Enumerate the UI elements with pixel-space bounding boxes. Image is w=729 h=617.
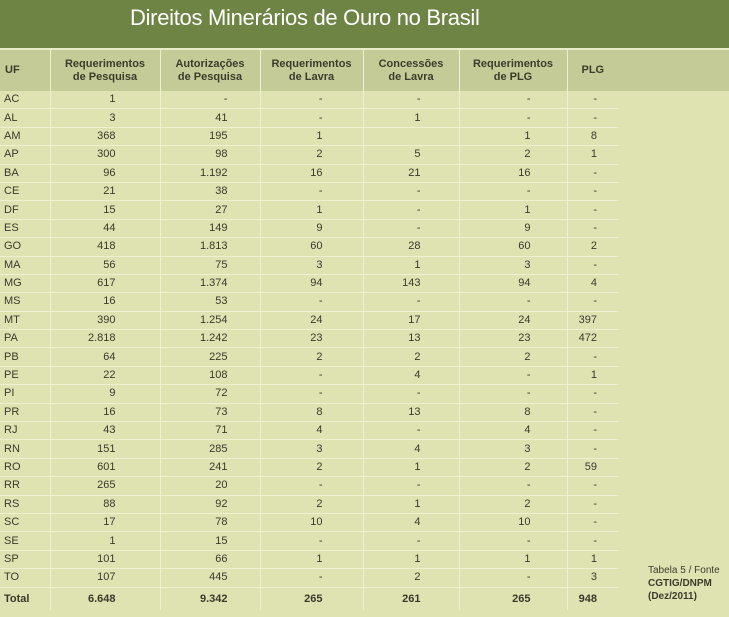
row-value: - [260, 293, 363, 311]
row-uf: SP [0, 550, 50, 568]
row-value: 15 [50, 201, 160, 219]
total-value: 9.342 [160, 587, 260, 610]
row-value: 21 [363, 164, 459, 182]
row-uf: GO [0, 238, 50, 256]
row-value: 617 [50, 274, 160, 292]
source-caption: Tabela 5 / Fonte [648, 565, 720, 576]
row-uf: PR [0, 403, 50, 421]
row-value: 4 [363, 513, 459, 531]
table-row [0, 201, 619, 219]
header-autorizacoes-pesquisa: Autorizações de Pesquisa [160, 50, 260, 91]
row-value: - [260, 182, 363, 200]
table-row [0, 550, 619, 568]
row-value: - [567, 348, 619, 366]
total-row [0, 587, 619, 610]
row-value: 16 [50, 403, 160, 421]
row-uf: AM [0, 127, 50, 145]
row-value: 22 [50, 366, 160, 384]
table-row [0, 127, 619, 145]
row-value: 4 [363, 440, 459, 458]
row-value: 3 [260, 440, 363, 458]
row-value: 2 [260, 348, 363, 366]
row-value: - [260, 477, 363, 495]
row-value: 397 [567, 311, 619, 329]
row-value: 1 [50, 532, 160, 550]
row-value: 72 [160, 385, 260, 403]
row-value: 1 [567, 366, 619, 384]
row-value: 4 [459, 422, 567, 440]
row-value: - [363, 532, 459, 550]
row-value: 9 [50, 385, 160, 403]
row-value: 241 [160, 458, 260, 476]
row-value: 1 [363, 256, 459, 274]
row-value: 17 [50, 513, 160, 531]
row-value: 53 [160, 293, 260, 311]
row-value: 1 [459, 201, 567, 219]
row-value: 13 [363, 330, 459, 348]
row-value: 9 [260, 219, 363, 237]
row-value: 24 [459, 311, 567, 329]
row-value: - [567, 91, 619, 109]
table-row [0, 311, 619, 329]
header-uf: UF [5, 64, 20, 76]
row-value: - [567, 532, 619, 550]
row-value: 15 [160, 532, 260, 550]
row-value [363, 127, 459, 145]
row-value: 75 [160, 256, 260, 274]
row-value: 1 [363, 458, 459, 476]
header-requerimentos-pesquisa: Requerimentos de Pesquisa [50, 50, 160, 91]
row-uf: AP [0, 146, 50, 164]
row-value: 2 [459, 348, 567, 366]
total-value: 265 [459, 587, 567, 610]
row-value: - [459, 182, 567, 200]
row-value: 59 [567, 458, 619, 476]
row-value: 96 [50, 164, 160, 182]
row-value: - [567, 109, 619, 127]
row-value: - [567, 495, 619, 513]
row-value: 3 [459, 256, 567, 274]
table-source-note [648, 564, 729, 603]
row-value: 1 [260, 201, 363, 219]
row-value: 38 [160, 182, 260, 200]
row-value: - [567, 219, 619, 237]
row-value: 44 [50, 219, 160, 237]
row-value: 285 [160, 440, 260, 458]
row-value: 66 [160, 550, 260, 568]
table-row [0, 569, 619, 587]
row-value: 71 [160, 422, 260, 440]
row-value: - [260, 532, 363, 550]
table-row [0, 440, 619, 458]
row-value: 78 [160, 513, 260, 531]
row-value: 92 [160, 495, 260, 513]
total-value: 6.648 [50, 587, 160, 610]
row-value: - [567, 477, 619, 495]
row-uf: RN [0, 440, 50, 458]
row-uf: MT [0, 311, 50, 329]
row-value: 43 [50, 422, 160, 440]
row-value: 1 [459, 550, 567, 568]
row-value: 2.818 [50, 330, 160, 348]
row-value: 101 [50, 550, 160, 568]
row-value: 2 [459, 146, 567, 164]
row-value: - [260, 569, 363, 587]
row-uf: MS [0, 293, 50, 311]
row-value: - [567, 513, 619, 531]
row-value: 20 [160, 477, 260, 495]
row-value: 1.242 [160, 330, 260, 348]
row-value: 56 [50, 256, 160, 274]
row-uf: RS [0, 495, 50, 513]
table-row [0, 91, 619, 109]
row-value: 1 [567, 146, 619, 164]
row-value: 2 [260, 146, 363, 164]
row-uf: CE [0, 182, 50, 200]
row-value: - [567, 403, 619, 421]
row-value: - [567, 385, 619, 403]
row-value: 1 [260, 127, 363, 145]
row-value: 1 [50, 91, 160, 109]
row-value: - [260, 109, 363, 127]
table-row [0, 477, 619, 495]
row-value: - [459, 385, 567, 403]
row-uf: MA [0, 256, 50, 274]
row-uf: PB [0, 348, 50, 366]
row-value: 225 [160, 348, 260, 366]
row-value: - [363, 182, 459, 200]
table-row [0, 274, 619, 292]
row-value: 4 [260, 422, 363, 440]
table-row [0, 146, 619, 164]
row-value: - [363, 293, 459, 311]
table-row [0, 293, 619, 311]
table-row [0, 164, 619, 182]
row-value: 195 [160, 127, 260, 145]
row-value: 143 [363, 274, 459, 292]
row-value: 16 [459, 164, 567, 182]
row-value: 1.813 [160, 238, 260, 256]
row-value: 2 [363, 569, 459, 587]
table-row [0, 219, 619, 237]
row-value: 24 [260, 311, 363, 329]
row-value: - [459, 91, 567, 109]
row-value: 94 [260, 274, 363, 292]
row-value: - [363, 477, 459, 495]
row-value: - [567, 164, 619, 182]
row-value: 60 [459, 238, 567, 256]
row-value: 1 [459, 127, 567, 145]
row-value: - [567, 256, 619, 274]
row-value: 445 [160, 569, 260, 587]
row-value: - [363, 385, 459, 403]
row-value: 13 [363, 403, 459, 421]
table-row [0, 330, 619, 348]
row-value: 107 [50, 569, 160, 587]
row-value: 88 [50, 495, 160, 513]
row-value: 17 [363, 311, 459, 329]
row-value: 64 [50, 348, 160, 366]
row-value: - [459, 532, 567, 550]
page-title: Direitos Minerários de Ouro no Brasil [130, 5, 480, 30]
header-concessoes-lavra: Concessões de Lavra [363, 50, 459, 91]
row-value: 21 [50, 182, 160, 200]
row-value: 27 [160, 201, 260, 219]
table-row [0, 366, 619, 384]
row-uf: BA [0, 164, 50, 182]
row-uf: PI [0, 385, 50, 403]
row-value: 2 [567, 238, 619, 256]
total-label: Total [4, 593, 30, 606]
row-uf: SC [0, 513, 50, 531]
row-uf: DF [0, 201, 50, 219]
row-value: - [567, 182, 619, 200]
row-value: 368 [50, 127, 160, 145]
row-value: 151 [50, 440, 160, 458]
row-value: - [459, 569, 567, 587]
row-value: - [567, 440, 619, 458]
row-value: 3 [459, 440, 567, 458]
table-row [0, 109, 619, 127]
row-uf: AL [0, 109, 50, 127]
row-value: 1.192 [160, 164, 260, 182]
row-value: 265 [50, 477, 160, 495]
total-value: 261 [363, 587, 459, 610]
row-uf: PE [0, 366, 50, 384]
row-value: 472 [567, 330, 619, 348]
row-value: 1 [260, 550, 363, 568]
row-value: 390 [50, 311, 160, 329]
row-value: - [260, 385, 363, 403]
row-value: 2 [459, 495, 567, 513]
row-value: 3 [50, 109, 160, 127]
row-value: 2 [459, 458, 567, 476]
row-value: 4 [567, 274, 619, 292]
table-row [0, 182, 619, 200]
gold-rights-table [0, 50, 619, 610]
table-row [0, 532, 619, 550]
row-value: 1 [363, 495, 459, 513]
header-plg: PLG [567, 50, 619, 91]
row-value: - [260, 91, 363, 109]
row-value: 60 [260, 238, 363, 256]
row-value: 9 [459, 219, 567, 237]
row-value: 23 [459, 330, 567, 348]
row-value: 73 [160, 403, 260, 421]
table-row [0, 495, 619, 513]
row-uf: ES [0, 219, 50, 237]
row-value: 300 [50, 146, 160, 164]
row-value: 418 [50, 238, 160, 256]
row-value: 601 [50, 458, 160, 476]
row-value: 4 [363, 366, 459, 384]
total-value: 265 [260, 587, 363, 610]
row-value: - [459, 366, 567, 384]
row-uf: RR [0, 477, 50, 495]
row-uf: RJ [0, 422, 50, 440]
row-value: 94 [459, 274, 567, 292]
row-value: 2 [260, 458, 363, 476]
table-header-row [0, 50, 619, 91]
table-row [0, 422, 619, 440]
row-uf: RO [0, 458, 50, 476]
row-value: 2 [363, 348, 459, 366]
row-value: 1.254 [160, 311, 260, 329]
row-value: - [567, 201, 619, 219]
header-requerimentos-lavra: Requerimentos de Lavra [260, 50, 363, 91]
row-value: - [363, 91, 459, 109]
row-value: 1 [363, 550, 459, 568]
row-value: 10 [459, 513, 567, 531]
row-value: 1.374 [160, 274, 260, 292]
row-value: 3 [567, 569, 619, 587]
table-row [0, 256, 619, 274]
source-date: (Dez/2011) [648, 591, 697, 602]
table-row [0, 348, 619, 366]
row-value: - [363, 219, 459, 237]
table-row [0, 458, 619, 476]
row-value: 8 [459, 403, 567, 421]
row-value: - [567, 293, 619, 311]
row-value: 2 [260, 495, 363, 513]
table-row [0, 238, 619, 256]
row-value: 1 [363, 109, 459, 127]
row-value: 98 [160, 146, 260, 164]
row-uf: PA [0, 330, 50, 348]
row-value: 149 [160, 219, 260, 237]
row-value: 10 [260, 513, 363, 531]
row-value: - [567, 422, 619, 440]
row-value: 1 [567, 550, 619, 568]
row-value: 28 [363, 238, 459, 256]
row-value: - [363, 422, 459, 440]
row-value: 8 [260, 403, 363, 421]
row-value: 3 [260, 256, 363, 274]
row-value: - [459, 293, 567, 311]
row-uf: TO [0, 569, 50, 587]
row-value: 8 [567, 127, 619, 145]
row-uf: MG [0, 274, 50, 292]
source-org: CGTIG/DNPM [648, 578, 712, 589]
row-value: 16 [50, 293, 160, 311]
row-value: - [459, 477, 567, 495]
row-value: - [260, 366, 363, 384]
title-banner [0, 0, 729, 48]
header-requerimentos-plg: Requerimentos de PLG [459, 50, 567, 91]
row-value: 5 [363, 146, 459, 164]
row-value: 108 [160, 366, 260, 384]
row-value: - [363, 201, 459, 219]
row-value: 23 [260, 330, 363, 348]
row-uf: AC [0, 91, 50, 109]
table-row [0, 513, 619, 531]
table-row [0, 385, 619, 403]
row-value: - [160, 91, 260, 109]
table-row [0, 403, 619, 421]
row-value: 41 [160, 109, 260, 127]
row-uf: SE [0, 532, 50, 550]
total-value: 948 [567, 587, 619, 610]
row-value: 16 [260, 164, 363, 182]
row-value: - [459, 109, 567, 127]
